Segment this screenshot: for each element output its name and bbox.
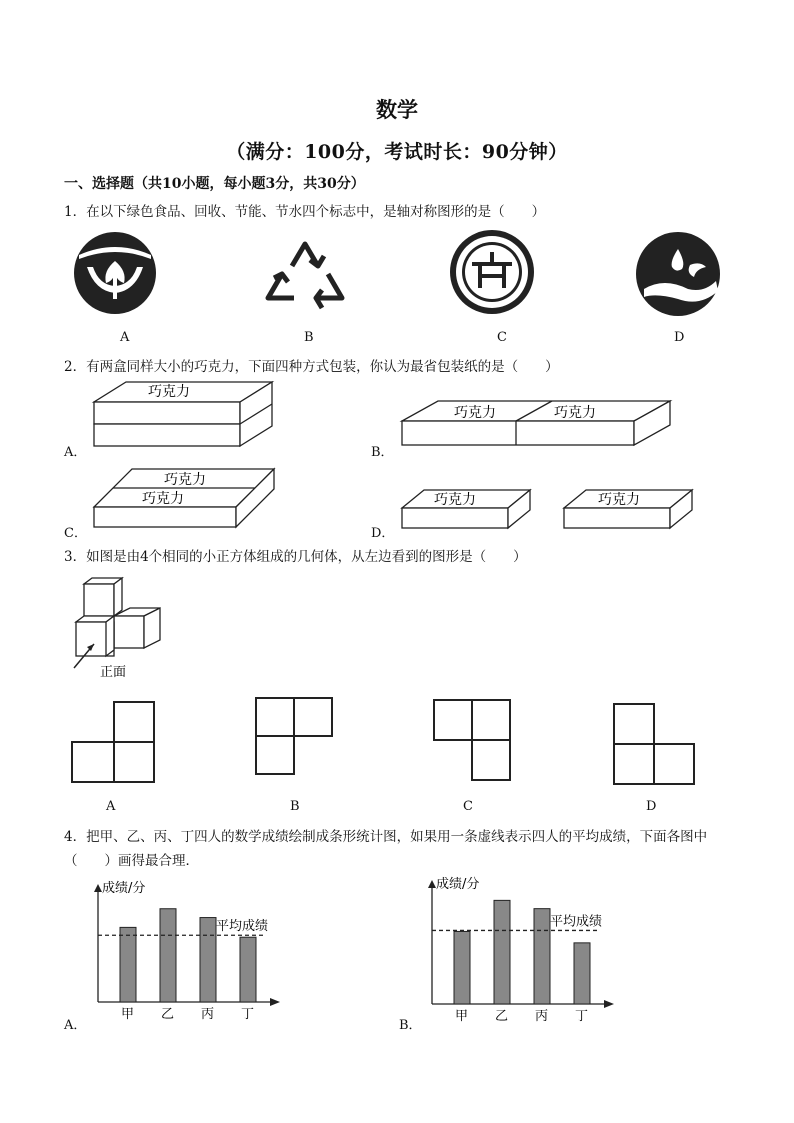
bar-chart-b (422, 872, 622, 1030)
energy-saving-logo-icon (448, 228, 536, 316)
bar-甲 (120, 927, 136, 1002)
tick-label-乙: 乙 (161, 1007, 175, 1022)
x-axis-arrow (604, 1000, 614, 1008)
tick-label-丁: 丁 (575, 1009, 589, 1024)
q2d-box-label-1: 巧克力 (434, 492, 476, 508)
average-label: 平均成绩 (550, 914, 603, 930)
q2-option-a[interactable]: A． (64, 445, 87, 460)
bar-chart-a (90, 880, 290, 1030)
tick-label-乙: 乙 (495, 1009, 509, 1024)
tick-label-甲: 甲 (121, 1007, 135, 1022)
q4-option-a[interactable]: A． (64, 1018, 87, 1033)
question-1-text: 1．在以下绿色食品、回收、节能、节水四个标志中，是轴对称图形的是（ ） (64, 204, 546, 220)
y-axis-arrow (428, 880, 436, 888)
q2-option-c[interactable]: C． (64, 526, 87, 541)
bar-丁 (240, 937, 256, 1002)
section-heading: 一、选择题（共10小题，每小题3分，共30分） (64, 176, 365, 192)
tick-label-丙: 丙 (201, 1007, 215, 1022)
q2-option-d[interactable]: D． (371, 526, 395, 541)
q3-view-a (70, 700, 158, 784)
x-axis-arrow (270, 998, 280, 1006)
bar-乙 (494, 900, 510, 1004)
tick-label-丙: 丙 (535, 1009, 549, 1024)
q2c-box-label-1: 巧克力 (164, 472, 206, 488)
bar-丙 (534, 909, 550, 1004)
q3-option-a[interactable]: A (106, 799, 116, 814)
q3-view-b (254, 696, 334, 778)
q1-option-a[interactable]: A (120, 330, 130, 345)
cube-solid-figure (68, 576, 178, 680)
page-title: 数学 (376, 97, 418, 122)
q1-option-d[interactable]: D (674, 330, 685, 345)
chocolate-box-long (398, 397, 678, 449)
question-4-text-line-1: 4．把甲、乙、丙、丁四人的数学成绩绘制成条形统计图，如果用一条虚线表示四人的平均成绩，下面各图中 (64, 829, 708, 845)
recycle-icon (262, 236, 348, 318)
tick-label-甲: 甲 (455, 1009, 469, 1024)
tick-label-丁: 丁 (241, 1007, 255, 1022)
q2-option-b[interactable]: B． (371, 445, 394, 460)
q2a-box-label: 巧克力 (148, 384, 190, 400)
q3-option-b[interactable]: B (290, 799, 300, 814)
q2b-box-label-1: 巧克力 (454, 405, 496, 421)
bar-甲 (454, 931, 470, 1004)
y-axis-arrow (94, 884, 102, 892)
chocolate-box-wide (90, 465, 280, 531)
q3-option-c[interactable]: C (463, 799, 473, 814)
q1-option-b[interactable]: B (304, 330, 314, 345)
question-2-text: 2．有两盒同样大小的巧克力，下面四种方式包装，你认为最省包装纸的是（ ） (64, 359, 559, 375)
bar-乙 (160, 909, 176, 1002)
q3-option-d[interactable]: D (646, 799, 657, 814)
q2c-box-label-2: 巧克力 (142, 491, 184, 507)
bar-丁 (574, 943, 590, 1004)
y-axis-label: 成绩/分 (102, 881, 146, 896)
green-food-logo-icon (73, 231, 157, 315)
chocolate-box-separate (398, 486, 698, 532)
y-axis-label: 成绩/分 (436, 877, 480, 892)
question-4-text-line-2: （ ）画得最合理． (64, 853, 199, 869)
q3-view-c (432, 698, 514, 782)
question-3-text: 3．如图是由4个相同的小正方体组成的几何体，从左边看到的图形是（ ） (64, 549, 527, 565)
q2d-box-label-2: 巧克力 (598, 492, 640, 508)
q2b-box-label-2: 巧克力 (554, 405, 596, 421)
q4-option-b[interactable]: B． (399, 1018, 422, 1033)
average-label: 平均成绩 (216, 919, 269, 935)
front-label: 正面 (100, 665, 127, 680)
exam-info: （满分：100分，考试时长：90分钟） (226, 141, 568, 163)
q3-view-d (612, 702, 696, 786)
bar-丙 (200, 918, 216, 1002)
q1-option-c[interactable]: C (497, 330, 507, 345)
chocolate-box-stacked (90, 380, 280, 450)
water-saving-logo-icon (634, 231, 722, 317)
